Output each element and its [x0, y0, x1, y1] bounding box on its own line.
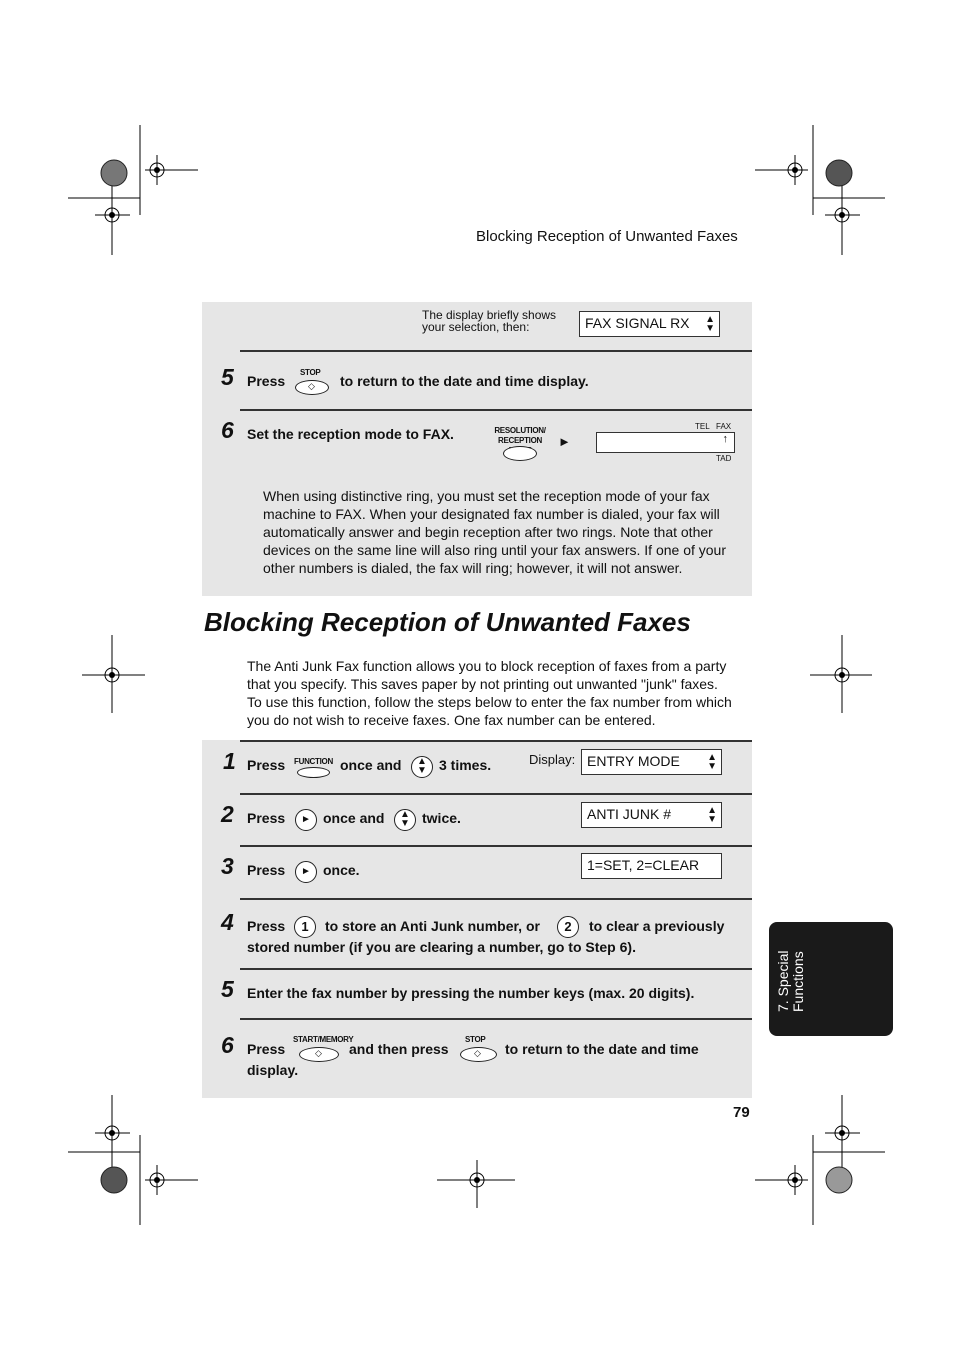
step-text: Press [247, 810, 286, 826]
stop-key[interactable] [460, 1047, 497, 1062]
lcd-tad-label: TAD [716, 454, 732, 463]
step-text: display. [247, 1062, 299, 1078]
lcd-tel-label: TEL [695, 422, 710, 431]
step-number: 2 [221, 801, 234, 827]
number-key-1[interactable]: 1 [294, 916, 316, 938]
section-title: Blocking Reception of Unwanted Faxes [204, 607, 691, 637]
up-down-arrow-icon: ▲ ▼ [707, 805, 717, 825]
page-number: 79 [733, 1104, 750, 1121]
intro-paragraph: The Anti Junk Fax function allows you to block reception of faxes from a party that you specify. This saves paper by not printing out unwanted "junk" faxes. To use this function, follow the steps below to enter the fax number from which you do not wish to receive faxes. One fax number can be entered. [247, 658, 732, 728]
up-down-arrow-icon: ▲ ▼ [707, 752, 717, 772]
step-text: and then press [349, 1041, 449, 1057]
step-text: to clear a previously [589, 918, 725, 934]
running-header: Blocking Reception of Unwanted Faxes [476, 228, 738, 245]
step-number: 6 [221, 417, 234, 443]
function-key-label: FUNCTION [294, 757, 333, 766]
up-down-key-icon[interactable]: ▲ ▼ [394, 809, 416, 831]
step-number: 5 [221, 364, 234, 390]
step-text: once. [323, 862, 360, 878]
chapter-tab-label: 7. Special Functions [775, 950, 806, 1012]
stop-icon: ◇ [474, 1048, 481, 1058]
step-text: once and [340, 757, 402, 773]
resolution-reception-mode-key[interactable] [503, 446, 537, 461]
lcd-set-clear: 1=SET, 2=CLEAR [581, 853, 722, 879]
start-memory-key[interactable] [299, 1047, 339, 1062]
step-text: to return to the date and time display. [340, 373, 589, 389]
display-label: Display: [529, 752, 576, 767]
stop-key-label: STOP [300, 368, 321, 377]
right-arrow-key-icon[interactable]: ► [295, 809, 317, 831]
step-number: 5 [221, 976, 234, 1002]
resolution-key-label: RESOLUTION/ RECEPTION [494, 426, 546, 445]
stop-key-label: STOP [465, 1035, 486, 1044]
step-text: to store an Anti Junk number, or [325, 918, 540, 934]
step-number: 1 [223, 748, 236, 774]
step-text: twice. [422, 810, 461, 826]
step-text: Press [247, 1041, 286, 1057]
number-key-2[interactable]: 2 [557, 916, 579, 938]
lcd-reception-mode [596, 432, 735, 453]
step-text: Press [247, 918, 286, 934]
lcd-fax-label: FAX [716, 422, 732, 431]
display-note: The display briefly shows your selection, then: [422, 308, 557, 334]
step-number: 3 [221, 853, 234, 879]
step-text: once and [323, 810, 385, 826]
step-text: Press [247, 757, 286, 773]
step-text: Press [247, 373, 286, 389]
start-memory-key-label: START/MEMORY [293, 1035, 354, 1044]
up-down-key-icon[interactable]: ▲ ▼ [411, 756, 433, 778]
step-text: 3 times. [439, 757, 492, 773]
step-text: Press [247, 862, 286, 878]
distinctive-ring-note: When using distinctive ring, you must set the reception mode of your fax machine to FAX. When your designated fax number is dialed, your fax will automatically answer and begin reception after two rings. Note that other devices on the same line will also ring until your fax answers. If one of your other numbers is dialed, the fax will ring; however, it will not answer. [263, 488, 727, 576]
up-arrow-icon: ↑ [722, 433, 728, 445]
function-key[interactable] [297, 767, 330, 778]
lcd-display-fax-signal: FAX SIGNAL RX ▲ ▼ [579, 311, 720, 337]
step-text: Enter the fax number by pressing the number keys (max. 20 digits). [247, 985, 695, 1001]
step-number: 4 [221, 909, 234, 935]
step-number: 6 [221, 1032, 234, 1058]
right-arrow-key-icon[interactable]: ► [295, 861, 317, 883]
lcd-anti-junk: ANTI JUNK # ▲ ▼ [581, 802, 722, 828]
arrow-icon: ► [558, 434, 571, 449]
stop-key[interactable] [295, 380, 329, 395]
start-icon: ◇ [315, 1048, 322, 1058]
step-text: to return to the date and time [505, 1041, 699, 1057]
stop-icon: ◇ [308, 381, 315, 391]
step-text: stored number (if you are clearing a number, go to Step 6). [247, 939, 636, 955]
up-down-arrow-icon: ▲ ▼ [705, 314, 715, 334]
lcd-entry-mode: ENTRY MODE ▲ ▼ [581, 749, 722, 775]
step-text: Set the reception mode to FAX. [247, 426, 454, 442]
